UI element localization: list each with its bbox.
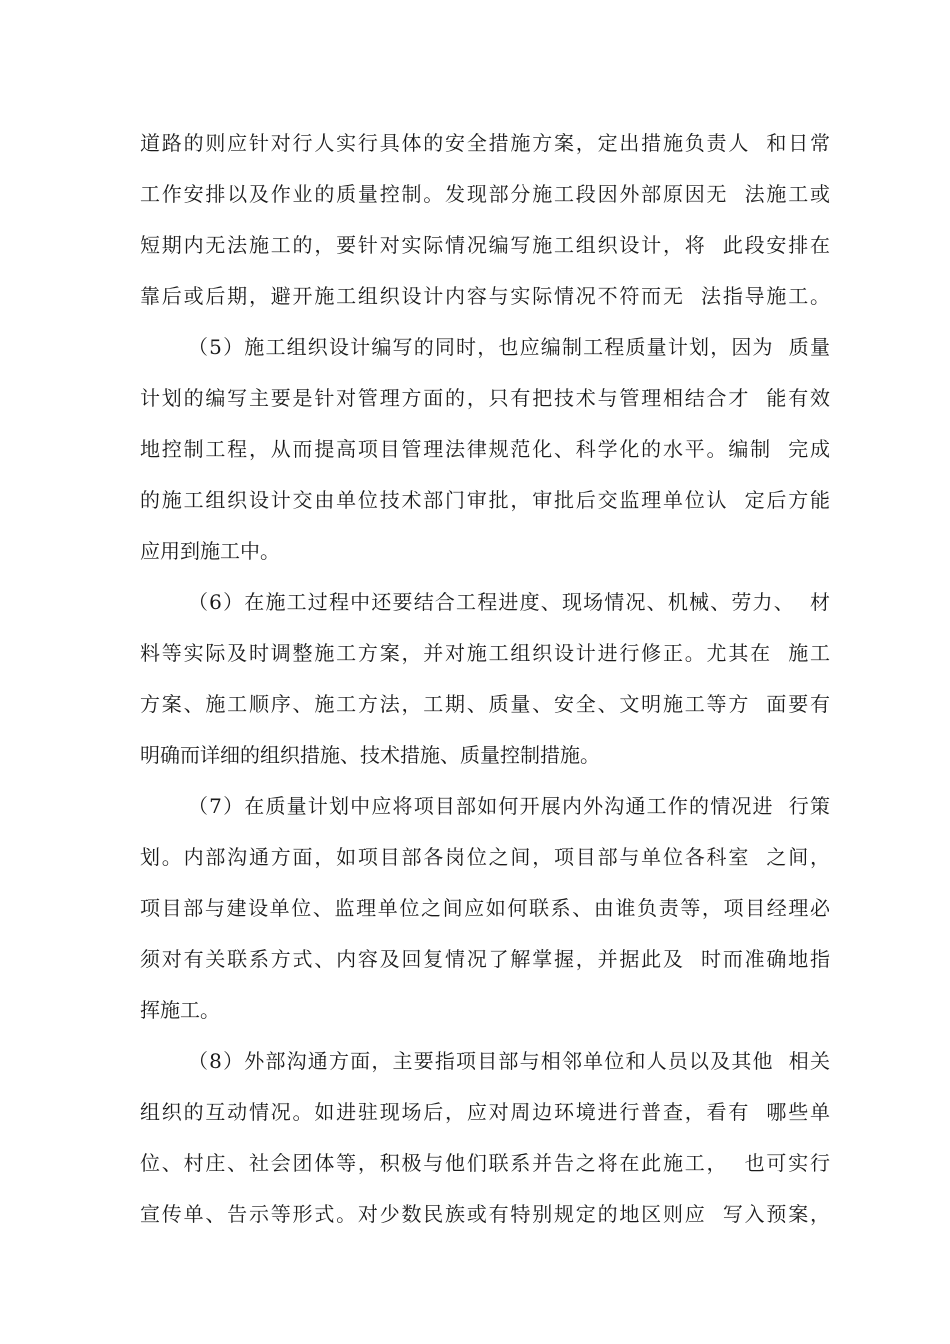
- text-line: 位、村庄、社会团体等，积极与他们联系并告之将在此施工， 也可实行: [140, 1151, 830, 1175]
- text-line: 项目部与建设单位、监理单位之间应如何联系、由谁负责等，项目经理必: [140, 896, 830, 920]
- text-line: 计划的编写主要是针对管理方面的，只有把技术与管理相结合才 能有效: [140, 386, 830, 410]
- text-line: 料等实际及时调整施工方案，并对施工组织设计进行修正。尤其在 施工: [140, 641, 830, 665]
- text-line: 工作安排以及作业的质量控制。发现部分施工段因外部原因无 法施工或: [140, 182, 830, 206]
- document-body: [140, 118, 830, 1240]
- text-line: 挥施工。: [140, 998, 220, 1022]
- text-line: 划。内部沟通方面，如项目部各岗位之间，项目部与单位各科室 之间，: [140, 845, 830, 869]
- text-line: 组织的互动情况。如进驻现场后，应对周边环境进行普查，看有 哪些单: [140, 1100, 830, 1124]
- text-line: 明确而详细的组织措施、技术措施、质量控制措施。: [140, 743, 600, 767]
- text-line: 道路的则应针对行人实行具体的安全措施方案，定出措施负责人 和日常: [140, 131, 830, 155]
- text-line: 的施工组织设计交由单位技术部门审批，审批后交监理单位认 定后方能: [140, 488, 830, 512]
- paragraph-first-line: （6）在施工过程中还要结合工程进度、现场情况、机械、劳力、 材: [188, 590, 830, 614]
- text-line: 靠后或后期，避开施工组织设计内容与实际情况不符而无 法指导施工。: [140, 284, 830, 308]
- paragraph-first-line: （5）施工组织设计编写的同时，也应编制工程质量计划，因为 质量: [188, 335, 830, 359]
- paragraph-first-line: （7）在质量计划中应将项目部如何开展内外沟通工作的情况进 行策: [188, 794, 830, 818]
- text-line: 须对有关联系方式、内容及回复情况了解掌握，并据此及 时而准确地指: [140, 947, 830, 971]
- text-line: 宣传单、告示等形式。对少数民族或有特别规定的地区则应 写入预案，: [140, 1202, 830, 1226]
- text-line: 方案、施工顺序、施工方法，工期、质量、安全、文明施工等方 面要有: [140, 692, 830, 716]
- paragraph-first-line: （8）外部沟通方面，主要指项目部与相邻单位和人员以及其他 相关: [188, 1049, 830, 1073]
- text-line: 地控制工程，从而提高项目管理法律规范化、科学化的水平。编制 完成: [140, 437, 830, 461]
- text-line: 应用到施工中。: [140, 539, 280, 563]
- text-line: 短期内无法施工的，要针对实际情况编写施工组织设计，将 此段安排在: [140, 233, 830, 257]
